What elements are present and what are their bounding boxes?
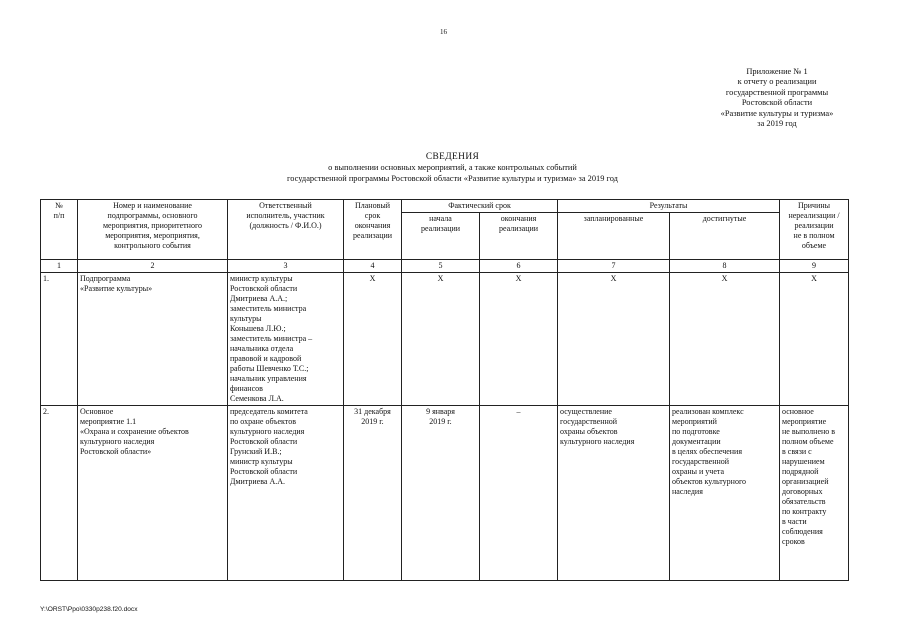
column-number: 8 [670, 260, 780, 273]
header-planned: Плановый срок окончания реализации [344, 200, 402, 260]
appendix-block [672, 67, 882, 129]
header-results-achieved: достигнутые [670, 213, 780, 260]
column-number: 5 [402, 260, 480, 273]
row-results-planned: Х [558, 273, 670, 406]
row-results-achieved: реализован комплекс мероприятий по подготовке документации в целях обеспечения государственной охраны и учета объектов культурного наследия [670, 406, 780, 581]
header-reasons: Причины нереализации / реализации не в полном объеме [780, 200, 849, 260]
column-number: 2 [78, 260, 228, 273]
column-number: 6 [480, 260, 558, 273]
row-no: 1. [41, 273, 78, 406]
header-no: № п/п [41, 200, 78, 260]
row-name: Основное мероприятие 1.1 «Охрана и сохранение объектов культурного наследия Ростовской области» [78, 406, 228, 581]
document-subtitle: о выполнении основных мероприятий, а также контрольных событий [328, 163, 577, 172]
column-number: 4 [344, 260, 402, 273]
row-responsible: председатель комитета по охране объектов культурного наследия Ростовской области Грунский И.В.; министр культуры Ростовской области Дмитриева А.А. [228, 406, 344, 581]
table-row [41, 273, 849, 406]
column-number: 1 [41, 260, 78, 273]
document-title: СВЕДЕНИЯ [425, 152, 480, 162]
row-end: Х [480, 273, 558, 406]
file-path: Y:\ORST\Ppo\0330p238.f20.docx [40, 606, 138, 613]
row-results-achieved: Х [670, 273, 780, 406]
header-responsible: Ответственный исполнитель, участник (должность / Ф.И.О.) [228, 200, 344, 260]
row-start: Х [402, 273, 480, 406]
row-reasons: Х [780, 273, 849, 406]
column-number: 3 [228, 260, 344, 273]
page-number: 16 [440, 28, 447, 36]
column-number: 9 [780, 260, 849, 273]
row-planned: 31 декабря 2019 г. [344, 406, 402, 581]
header-row [41, 200, 849, 213]
row-planned: Х [344, 273, 402, 406]
column-number: 7 [558, 260, 670, 273]
appendix-line: Ростовской области [741, 98, 813, 108]
row-end: – [480, 406, 558, 581]
row-results-planned: осуществление государственной охраны объектов культурного наследия [558, 406, 670, 581]
header-actual-start: начала реализации [402, 213, 480, 260]
table-row [41, 406, 849, 581]
header-actual-end: окончания реализации [480, 213, 558, 260]
appendix-line: Приложение № 1 [746, 67, 808, 76]
document-subtitle-2: государственной программы Ростовской области «Развитие культуры и туризма» за 2019 год [287, 174, 618, 183]
header-actual: Фактический срок [402, 200, 558, 213]
appendix-line: государственной программы [725, 87, 829, 97]
row-start: 9 января 2019 г. [402, 406, 480, 581]
header-name: Номер и наименование подпрограммы, основного мероприятия, приоритетного мероприятия, мероприятия, контрольного события [78, 200, 228, 260]
header-results: Результаты [558, 200, 780, 213]
row-name: Подпрограмма «Развитие культуры» [78, 273, 228, 406]
appendix-line: «Развитие культуры и туризма» [720, 108, 834, 118]
header-results-planned: запланированные [558, 213, 670, 260]
appendix-line: за 2019 год [757, 119, 797, 129]
row-reasons: основное мероприятие не выполнено в полном объеме в связи с нарушением подрядной организацией договорных обязательств по контракту в части соблюдения сроков [780, 406, 849, 581]
row-responsible: министр культуры Ростовской области Дмитриева А.А.; заместитель министра культуры Коньшева Л.Ю.; заместитель министра – начальника отдела правовой и кадровой работы Шевченко Т.С.; начальник управления финансов Семенкова Л.А. [228, 273, 344, 406]
appendix-line: к отчету о реализации [737, 77, 817, 87]
column-number-row [41, 260, 849, 273]
report-table [40, 199, 849, 581]
row-no: 2. [41, 406, 78, 581]
